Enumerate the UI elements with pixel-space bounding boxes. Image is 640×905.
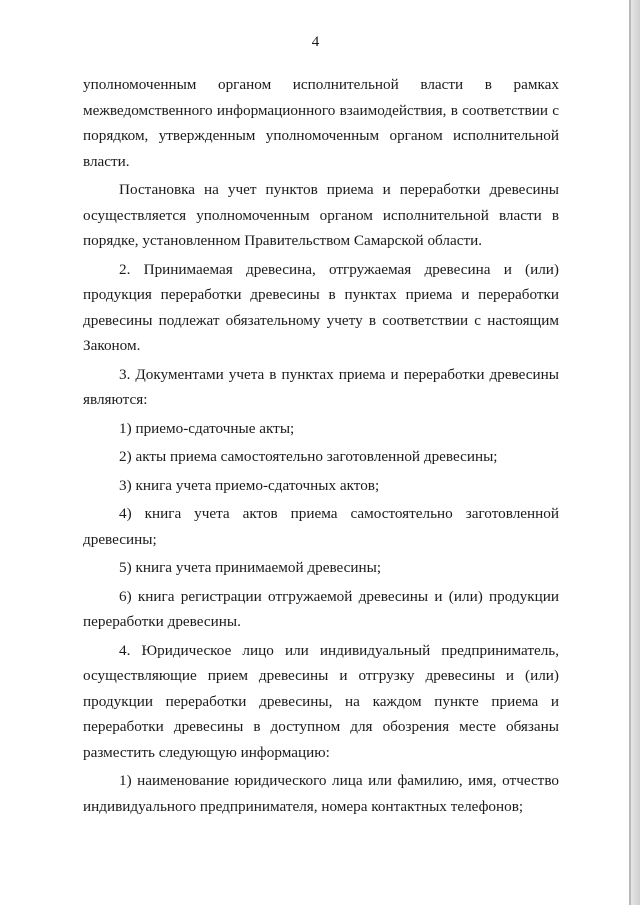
list-item-5: 5) книга учета принимаемой древесины; <box>119 559 382 576</box>
paragraph-item-3: 3. Документами учета в пунктах приема и переработки древесины являются: <box>83 365 559 408</box>
paragraph-continuation: уполномоченным органом исполнительной власти в рамках межведомственного информационного взаимодействия, в соответствии с порядком, утвержденным уполномоченным органом исполнительной власти. <box>83 76 559 170</box>
list-item-2: 2) акты приема самостоятельно заготовленной древесины; <box>119 448 498 465</box>
list-item-1: 1) приемо-сдаточные акты; <box>119 419 295 437</box>
page-edge-shadow <box>631 0 640 905</box>
list-item-3: 3) книга учета приемо-сдаточных актов; <box>119 476 380 494</box>
paragraph-registration: Постановка на учет пунктов приема и переработки древесины осуществляется уполномоченным органом исполнительной власти в порядке, установленном Правительством Самарской области. <box>83 181 559 249</box>
list-item-4: 4) книга учета актов приема самостоятельно заготовленной древесины; <box>83 505 559 548</box>
document-body <box>83 72 559 822</box>
paragraph-item-4: 4. Юридическое лицо или индивидуальный предприниматель, осуществляющие прием древесины и отгрузку древесины и (или) продукции переработки древесины, на каждом пункте приема и переработки древесины в доступном для обозрения месте обязаны разместить следующую информацию: <box>83 641 559 761</box>
paragraph-item-2: 2. Принимаемая древесина, отгружаемая древесина и (или) продукция переработки древесины в пунктах приема и переработки древесины подлежат обязательному учету в соответствии с настоящим Законом. <box>83 260 559 354</box>
list-item-6: 6) книга регистрации отгружаемой древесины и (или) продукции переработки древесины. <box>83 587 559 630</box>
info-list-item-1: 1) наименование юридического лица или фамилию, имя, отчество индивидуального предпринимателя, номера контактных телефонов; <box>83 772 559 815</box>
page-number: 4 <box>311 34 320 50</box>
